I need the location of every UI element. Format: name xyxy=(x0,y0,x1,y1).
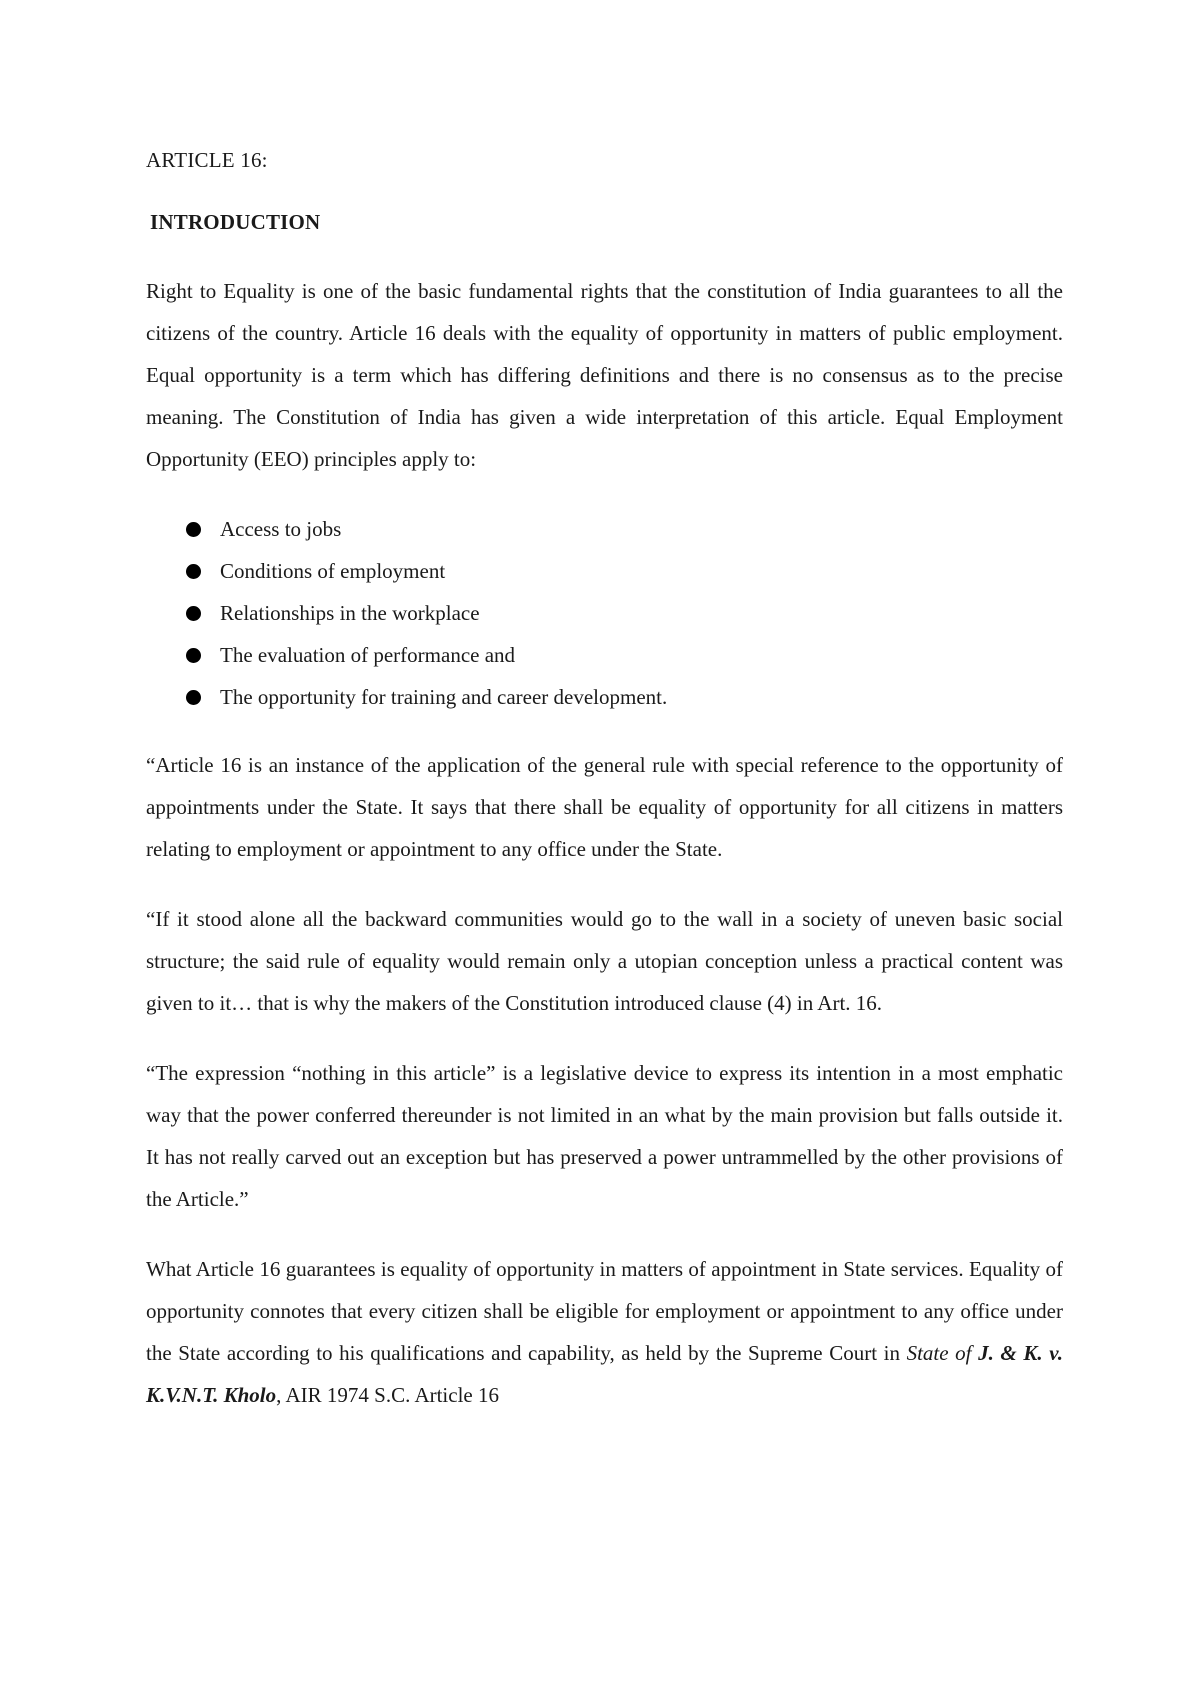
list-item-text: The evaluation of performance and xyxy=(220,643,516,667)
bullet-icon xyxy=(186,690,201,705)
article-heading: ARTICLE 16: xyxy=(146,148,268,172)
case-citation-parties: J. & K. v. K.V.N.T. Kholo xyxy=(146,1341,1063,1407)
intro-paragraph: Right to Equality is one of the basic fundamental rights that the constitution of India guarantees to all the citizens of the country. Article 16 deals with the equality of opportunity in matters of public employment. Equal opportunity is a term which has differing definitions and there is no consensus as to the precise meaning. The Constitution of India has given a wide interpretation of this article. Equal Employment Opportunity (EEO) principles apply to: xyxy=(146,279,1063,471)
final-paragraph-tail: , AIR 1974 S.C. Article 16 xyxy=(276,1383,499,1407)
list-item xyxy=(146,550,1063,592)
list-item-text: Access to jobs xyxy=(220,517,342,541)
bullet-icon xyxy=(186,606,201,621)
list-item xyxy=(146,592,1063,634)
list-item xyxy=(146,508,1063,550)
document-body xyxy=(146,146,1063,1444)
list-item-text: The opportunity for training and career development. xyxy=(220,685,668,709)
list-item xyxy=(146,634,1063,676)
quote-paragraph-2: “If it stood alone all the backward communities would go to the wall in a society of uneven basic social structure; the said rule of equality would remain only a utopian conception unless a practical content was given to it… that is why the makers of the Constitution introduced clause (4) in Art. 16. xyxy=(146,907,1063,1015)
final-paragraph xyxy=(146,1248,1063,1416)
final-paragraph-text: What Article 16 guarantees is equality of opportunity in matters of appointment in State services. Equality of opportunity connotes that every citizen shall be eligible for employment or appointment to any office under the State according to his qualifications and capability, as held by the Supreme Court in xyxy=(146,1257,1063,1365)
list-item-text: Relationships in the workplace xyxy=(220,601,480,625)
bullet-icon xyxy=(186,522,201,537)
case-citation-prefix: State of xyxy=(906,1341,979,1365)
introduction-heading: INTRODUCTION xyxy=(150,210,321,234)
quote-paragraph-3: “The expression “nothing in this article” is a legislative device to express its intention in a most emphatic way that the power conferred thereunder is not limited in an what by the main provision but falls outside it. It has not really carved out an exception but has preserved a power untrammelled by the other provisions of the Article.” xyxy=(146,1061,1063,1211)
bullet-icon xyxy=(186,564,201,579)
list-item xyxy=(146,676,1063,718)
list-item-text: Conditions of employment xyxy=(220,559,446,583)
eeo-principles-list xyxy=(146,508,1063,718)
quote-paragraph-1: “Article 16 is an instance of the application of the general rule with special reference to the opportunity of appointments under the State. It says that there shall be equality of opportunity for all citizens in matters relating to employment or appointment to any office under the State. xyxy=(146,753,1063,861)
bullet-icon xyxy=(186,648,201,663)
